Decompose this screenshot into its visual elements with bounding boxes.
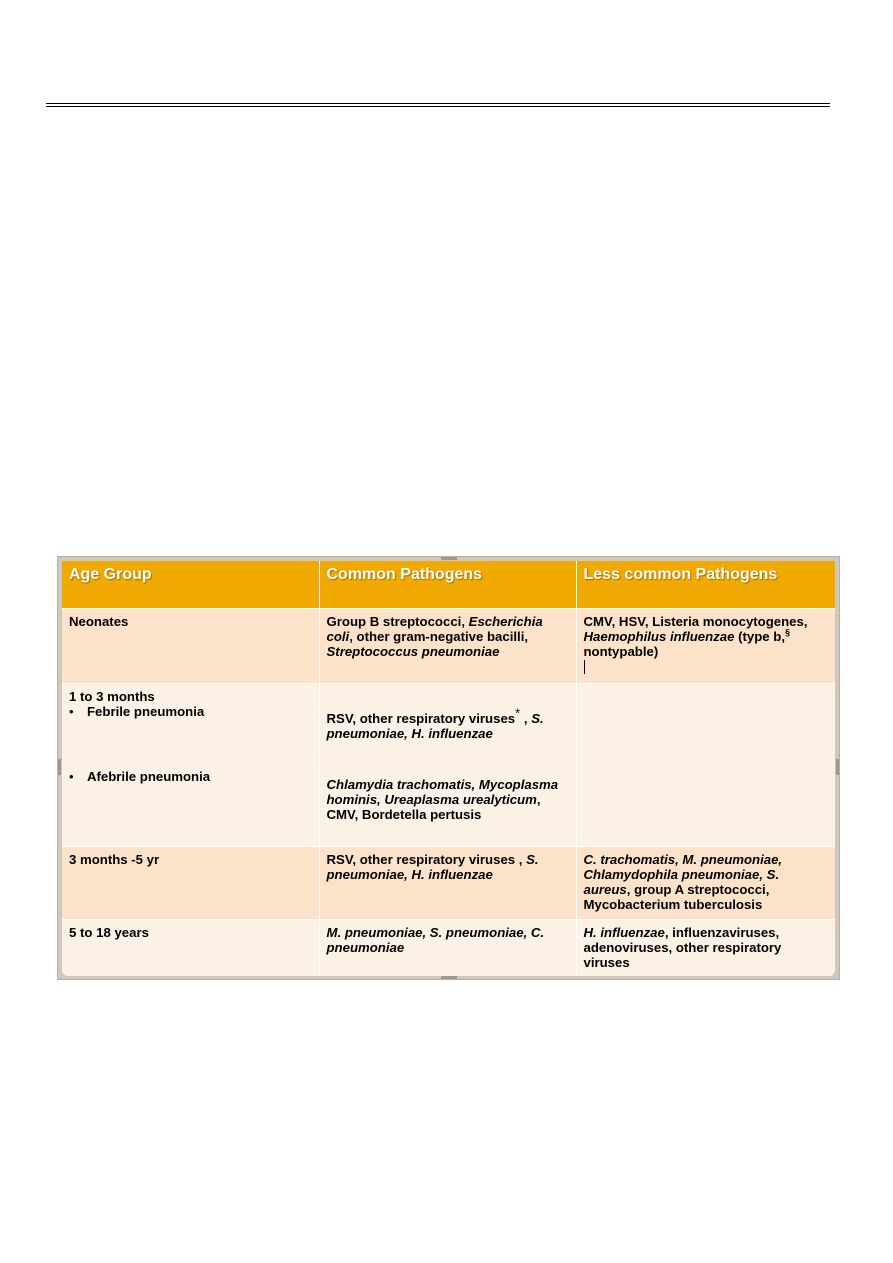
cell-text: CMV, HSV, Listeria monocytogenes, — [583, 614, 808, 629]
cell-less-1-to-3-months — [576, 684, 835, 847]
footnote-mark: * — [515, 705, 521, 721]
age-label: 3 months -5 yr — [69, 852, 160, 867]
resize-handle-right[interactable] — [836, 759, 839, 775]
febrile-label: • Febrile pneumonia — [69, 704, 313, 719]
cell-text: , CMV, Bordetella pertusis — [326, 792, 541, 822]
header-less-common-pathogens: Less common Pathogens — [576, 561, 835, 609]
cell-text: nontypable) — [583, 644, 659, 659]
cell-text-italic: Escherichia coli — [326, 614, 543, 644]
pathogen-table-container — [62, 561, 835, 976]
cell-common-1-to-3-months — [319, 684, 576, 847]
resize-handle-top[interactable] — [441, 557, 457, 560]
cell-common-3-months-5-yr — [319, 847, 576, 920]
header-common-pathogens: Common Pathogens — [319, 561, 576, 609]
cell-text-italic: S. pneumoniae, H. influenzae — [326, 711, 544, 741]
cell-less-3-months-5-yr — [576, 847, 835, 920]
table-row-neonates — [62, 609, 835, 684]
cell-text: , group A streptococci, Mycobacterium tuberculosis — [583, 882, 770, 912]
cell-text-italic: H. influenzae — [583, 925, 665, 940]
cell-text: Group B streptococci, — [326, 614, 469, 629]
table-header-row — [62, 561, 835, 609]
cell-less-5-to-18-years — [576, 920, 835, 977]
text-cursor — [584, 660, 585, 674]
cell-text-italic: S. pneumoniae, H. influenzae — [326, 852, 539, 882]
febrile-pathogens — [326, 705, 570, 741]
cell-text: RSV, other respiratory viruses , — [326, 852, 527, 867]
cell-text: , — [520, 711, 532, 726]
footnote-mark: § — [785, 627, 791, 638]
cell-text: , other gram-negative bacilli, — [349, 629, 529, 644]
pathogen-table — [62, 561, 835, 976]
cell-age-5-to-18-years — [62, 920, 319, 977]
cell-age-1-to-3-months — [62, 684, 319, 847]
age-label: Neonates — [69, 614, 129, 629]
resize-handle-bottom[interactable] — [441, 976, 457, 979]
header-rule — [46, 103, 830, 107]
cell-text: RSV, other respiratory viruses — [326, 711, 516, 726]
cell-age-neonates — [62, 609, 319, 684]
table-row-5-to-18-years — [62, 920, 835, 977]
cell-text-italic: Streptococcus pneumoniae — [326, 644, 500, 659]
cell-text-italic: C. trachomatis, M. pneumoniae, Chlamydophila pneumoniae, S. aureus — [583, 852, 783, 897]
cell-text-italic: M. pneumoniae, S. pneumoniae, C. pneumoniae — [326, 925, 545, 955]
cell-common-5-to-18-years — [319, 920, 576, 977]
table-row-3-months-5-yr — [62, 847, 835, 920]
cell-common-neonates — [319, 609, 576, 684]
cell-text: , influenzaviruses, adenoviruses, other respiratory viruses — [583, 925, 782, 970]
afebrile-label: • Afebrile pneumonia — [69, 769, 313, 784]
table-row-1-to-3-months — [62, 684, 835, 847]
cell-text-italic: Chlamydia trachomatis, Mycoplasma hominis, Ureaplasma urealyticum — [326, 777, 559, 807]
cell-less-neonates[interactable] — [576, 609, 835, 684]
cell-age-3-months-5-yr — [62, 847, 319, 920]
age-label: 1 to 3 months — [69, 689, 155, 704]
header-age-group: Age Group — [62, 561, 319, 609]
afebrile-pathogens — [327, 777, 570, 822]
resize-handle-left[interactable] — [58, 759, 61, 775]
cell-text: (type b, — [734, 629, 786, 644]
cell-text-italic: Haemophilus influenzae — [583, 629, 735, 644]
age-label: 5 to 18 years — [69, 925, 149, 940]
